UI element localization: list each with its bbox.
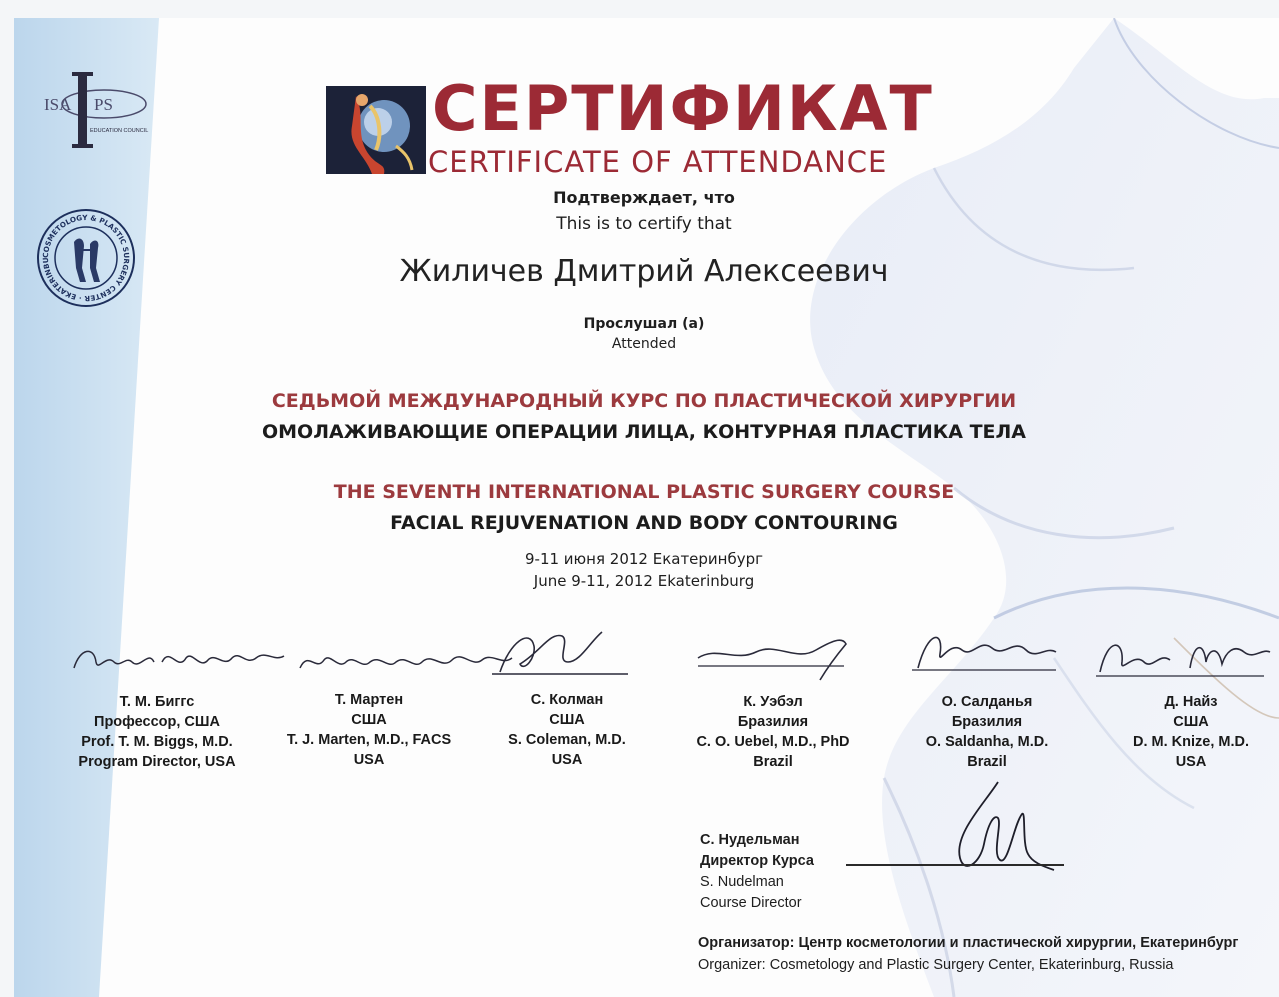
director-signature-line xyxy=(846,864,1064,866)
organizer-en: Organizer: Cosmetology and Plastic Surgery Center, Ekaterinburg, Russia xyxy=(698,957,1174,973)
signer-name-en: S. Coleman, M.D. xyxy=(508,732,626,748)
organizer-ru: Организатор: Центр косметологии и пластической хирургии, Екатеринбург xyxy=(698,935,1239,951)
signer-title-ru: Бразилия xyxy=(737,714,809,730)
signature-uebel xyxy=(696,626,856,684)
signer-knize xyxy=(1096,692,1279,772)
course-subtitle-ru: ОМОЛАЖИВАЮЩИЕ ОПЕРАЦИИ ЛИЦА, КОНТУРНАЯ ПЛАСТИКА ТЕЛА xyxy=(261,421,1027,443)
course-title-ru: СЕДЬМОЙ МЕЖДУНАРОДНЫЙ КУРС ПО ПЛАСТИЧЕСКОЙ ХИРУРГИИ xyxy=(271,390,1017,412)
isaps-logo xyxy=(42,70,152,150)
certificate-title-en: CERTIFICATE OF ATTENDANCE xyxy=(428,145,888,179)
left-blue-band xyxy=(14,18,174,997)
signer-name-ru: К. Уэбэл xyxy=(743,694,803,710)
signer-title-ru: США xyxy=(549,712,585,728)
signer-title-en: Program Director, USA xyxy=(78,754,236,770)
signature-nudelman xyxy=(914,774,1064,884)
certify-text-ru: Подтверждает, что xyxy=(553,188,735,207)
director-name-ru: С. Нудельман xyxy=(700,832,800,848)
signer-title-ru: США xyxy=(1173,714,1209,730)
signer-name-en: Prof. T. M. Biggs, M.D. xyxy=(81,734,233,750)
svg-text:ISA: ISA xyxy=(44,95,72,114)
course-title-en: THE SEVENTH INTERNATIONAL PLASTIC SURGERY COURSE xyxy=(333,481,955,503)
certificate-sheet xyxy=(14,18,1279,997)
attended-text-ru: Прослушал (а) xyxy=(583,316,705,332)
course-date-ru: 9-11 июня 2012 Екатеринбург xyxy=(524,550,764,568)
svg-text:PS: PS xyxy=(94,95,113,114)
signature-saldanha xyxy=(910,620,1060,680)
signer-coleman xyxy=(472,690,662,770)
signer-biggs xyxy=(62,692,252,772)
certify-text-en: This is to certify that xyxy=(556,214,732,234)
director-title-ru: Директор Курса xyxy=(700,853,814,869)
director-title-en: Course Director xyxy=(700,895,802,911)
signer-name-en: D. M. Knize, M.D. xyxy=(1133,734,1249,750)
svg-text:EDUCATION COUNCIL: EDUCATION COUNCIL xyxy=(90,128,149,134)
signer-name-ru: С. Колман xyxy=(530,692,604,708)
signature-biggs xyxy=(70,632,300,682)
course-subtitle-en: FACIAL REJUVENATION AND BODY CONTOURING xyxy=(390,512,898,534)
signer-name-ru: О. Салданья xyxy=(941,694,1033,710)
signer-marten xyxy=(274,690,464,770)
signer-title-en: USA xyxy=(353,752,385,768)
signer-title-en: Brazil xyxy=(753,754,793,770)
signer-name-ru: Т. М. Биггс xyxy=(119,694,195,710)
signer-saldanha xyxy=(892,692,1082,772)
course-emblem-image xyxy=(326,86,426,174)
signer-title-en: USA xyxy=(1175,754,1207,770)
organizer-block xyxy=(698,932,1278,976)
signer-title-en: Brazil xyxy=(967,754,1007,770)
director-name-en: S. Nudelman xyxy=(700,874,784,890)
course-director-block xyxy=(700,830,860,914)
attended-text-en: Attended xyxy=(611,336,677,352)
signer-name-ru: Т. Мартен xyxy=(334,692,404,708)
signer-name-en: C. O. Uebel, M.D., PhD xyxy=(696,734,850,750)
signer-title-ru: Бразилия xyxy=(951,714,1023,730)
signer-uebel xyxy=(678,692,868,772)
signer-title-ru: США xyxy=(351,712,387,728)
signature-coleman xyxy=(490,622,630,684)
svg-text:COSMETOLOGY & PLASTIC SURGERY: COSMETOLOGY & PLASTIC SURGERY CENTER · EKATERINBU xyxy=(40,212,132,304)
signature-knize xyxy=(1094,622,1274,682)
signer-name-ru: Д. Найз xyxy=(1164,694,1218,710)
center-circular-logo xyxy=(34,206,138,310)
recipient-name: Жиличев Дмитрий Алексеевич xyxy=(399,254,889,289)
signer-name-en: O. Saldanha, M.D. xyxy=(925,734,1049,750)
certificate-title-ru: СЕРТИФИКАТ xyxy=(432,72,934,145)
signature-marten xyxy=(296,632,516,682)
signer-name-en: T. J. Marten, M.D., FACS xyxy=(286,732,452,748)
course-date-en: June 9-11, 2012 Ekaterinburg xyxy=(533,572,755,590)
signer-title-en: USA xyxy=(551,752,583,768)
signer-title-ru: Профессор, США xyxy=(94,714,220,730)
